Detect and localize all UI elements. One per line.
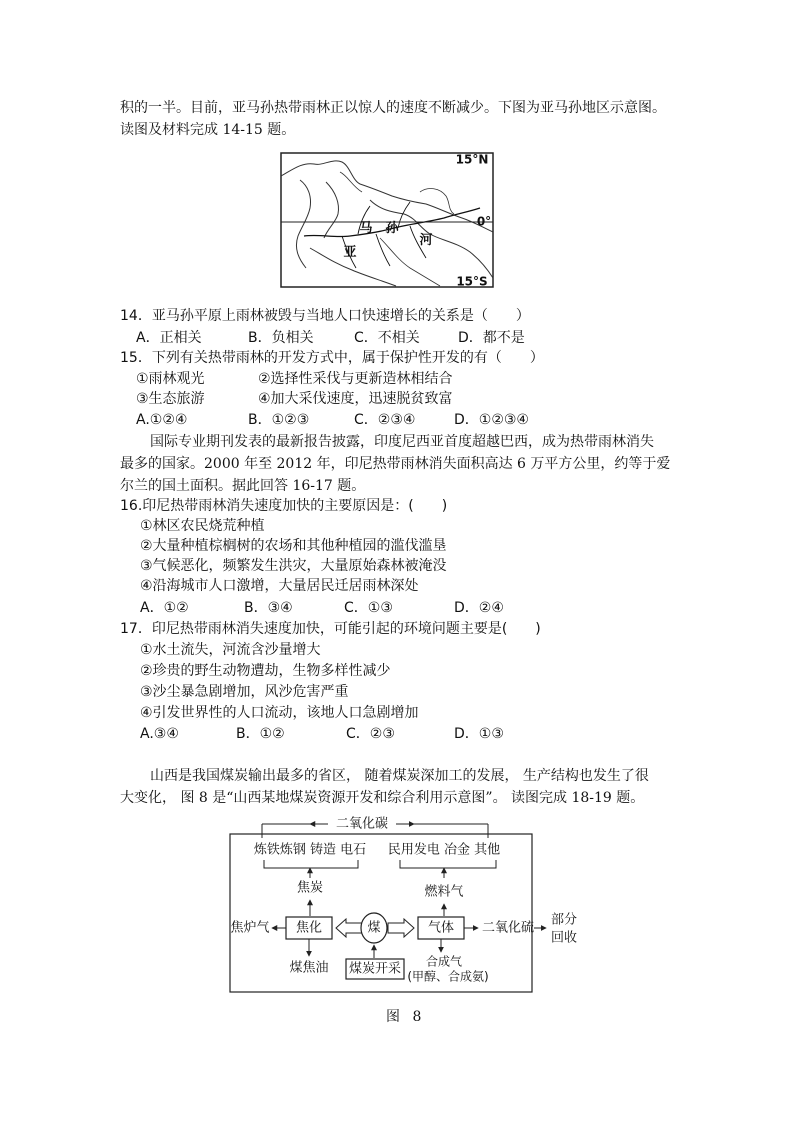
lat-15s-label: 15°S bbox=[456, 274, 488, 288]
q17-option-d: D．①③ bbox=[454, 726, 504, 742]
q16-stem: 16.印尼热带雨林消失速度加快的主要原因是：( ) bbox=[120, 498, 448, 514]
q16-item-2: ②大量种植棕榈树的农场和其他种植园的滥伐滥垦 bbox=[140, 538, 447, 554]
q16-option-b: B．③④ bbox=[244, 600, 293, 616]
passage2-line-2: 最多的国家。2000 年至 2012 年，印尼热带雨林消失面积高达 6 万平方公里，约等于爱 bbox=[120, 456, 671, 472]
q16-item-3: ③气候恶化，频繁发生洪灾，大量原始森林被淹没 bbox=[140, 558, 447, 574]
gas-box: 气体 bbox=[427, 920, 455, 936]
passage3-line-2: 大变化， 图 8 是“山西某地煤炭资源开发和综合利用示意图”。 读图完成 18-19 题。 bbox=[120, 790, 645, 806]
coke-oven-gas-label: 焦炉气 bbox=[230, 920, 270, 936]
q17-item-2: ②珍贵的野生动物遭劫，生物多样性减少 bbox=[140, 663, 391, 679]
passage2-line-3: 尔兰的国土面积。据此回答 16-17 题。 bbox=[120, 478, 366, 494]
q16-option-c: C．①③ bbox=[344, 600, 393, 616]
passage2-line-1: 国际专业期刊发表的最新报告披露，印度尼西亚首度超越巴西，成为热带雨林消失 bbox=[150, 434, 654, 450]
q14-option-b: B．负相关 bbox=[248, 330, 314, 346]
q15-item-1: ①雨林观光 bbox=[136, 371, 205, 387]
river-char-ma: 马 bbox=[359, 221, 373, 236]
q17-option-c: C．②③ bbox=[346, 726, 395, 742]
q14-stem: 14．亚马孙平原上雨林被毁与当地人口快速增长的关系是（ ） bbox=[120, 308, 530, 324]
recovery-label-1: 部分 bbox=[550, 912, 578, 928]
q15-item-2: ②选择性采伐与更新造林相结合 bbox=[258, 371, 453, 387]
coking-box: 焦化 bbox=[295, 920, 323, 936]
lat-15n-label: 15°N bbox=[455, 152, 489, 167]
equator-label: 0° bbox=[476, 214, 492, 229]
q15-option-d: D．①②③④ bbox=[454, 412, 529, 428]
left-uses-label: 炼铁炼钢 铸造 电石 bbox=[253, 842, 367, 858]
river-char-he: 河 bbox=[419, 233, 433, 248]
syngas-label: 合成气 bbox=[425, 954, 463, 969]
coke-label: 焦炭 bbox=[296, 880, 324, 896]
q17-stem: 17．印尼热带雨林消失速度加快，可能引起的环境问题主要是( ) bbox=[120, 621, 541, 637]
amazon-map bbox=[280, 152, 494, 288]
coal-mining-box: 煤炭开采 bbox=[348, 961, 402, 977]
recovery-label-2: 回收 bbox=[550, 930, 578, 946]
q15-option-c: C．②③④ bbox=[354, 412, 416, 428]
q16-option-d: D．②④ bbox=[454, 600, 504, 616]
coal-tar-label: 煤焦油 bbox=[289, 960, 329, 976]
co2-top-label: 二氧化碳 bbox=[335, 816, 389, 832]
q15-option-b: B．①②③ bbox=[248, 412, 310, 428]
q17-item-3: ③沙尘暴急剧增加，风沙危害严重 bbox=[140, 684, 349, 700]
coal-circle: 煤 bbox=[367, 920, 381, 936]
q16-item-4: ④沿海城市人口激增，大量居民迁居雨林深处 bbox=[140, 578, 419, 594]
fuel-gas-label: 燃料气 bbox=[424, 884, 464, 900]
passage3-line-1: 山西是我国煤炭输出最多的省区， 随着煤炭深加工的发展， 生产结构也发生了很 bbox=[150, 768, 649, 784]
q17-item-1: ①水土流失，河流含沙量增大 bbox=[140, 642, 321, 658]
q15-item-3: ③生态旅游 bbox=[136, 391, 205, 407]
river-char-ya: 亚 bbox=[343, 245, 357, 260]
intro-line-1: 积的一半。目前，亚马孙热带雨林正以惊人的速度不断减少。下图为亚马孙地区示意图。 bbox=[120, 100, 666, 116]
q14-option-a: A．正相关 bbox=[136, 330, 202, 346]
right-uses-label: 民用发电 冶金 其他 bbox=[387, 842, 501, 858]
q17-item-4: ④引发世界性的人口流动，该地人口急剧增加 bbox=[140, 705, 419, 721]
figure-caption: 图 8 bbox=[386, 1009, 426, 1025]
q15-item-4: ④加大采伐速度，迅速脱贫致富 bbox=[258, 391, 453, 407]
river-char-sun: 孙 bbox=[385, 221, 399, 236]
q17-option-a: A.③④ bbox=[140, 726, 179, 742]
q14-option-d: D．都不是 bbox=[458, 330, 525, 346]
so2-label: 二氧化硫 bbox=[481, 920, 535, 936]
syngas-products-label: (甲醇、合成氨) bbox=[407, 969, 489, 984]
q15-option-a: A.①②④ bbox=[136, 412, 188, 428]
q16-item-1: ①林区农民烧荒种植 bbox=[140, 518, 265, 534]
q16-option-a: A．①② bbox=[140, 600, 189, 616]
q17-option-b: B．①② bbox=[236, 726, 285, 742]
q15-stem: 15．下列有关热带雨林的开发方式中，属于保护性开发的有（ ） bbox=[120, 350, 544, 366]
intro-line-2: 读图及材料完成 14-15 题。 bbox=[120, 122, 296, 138]
coal-utilization-diagram bbox=[228, 812, 588, 994]
q14-option-c: C．不相关 bbox=[354, 330, 420, 346]
